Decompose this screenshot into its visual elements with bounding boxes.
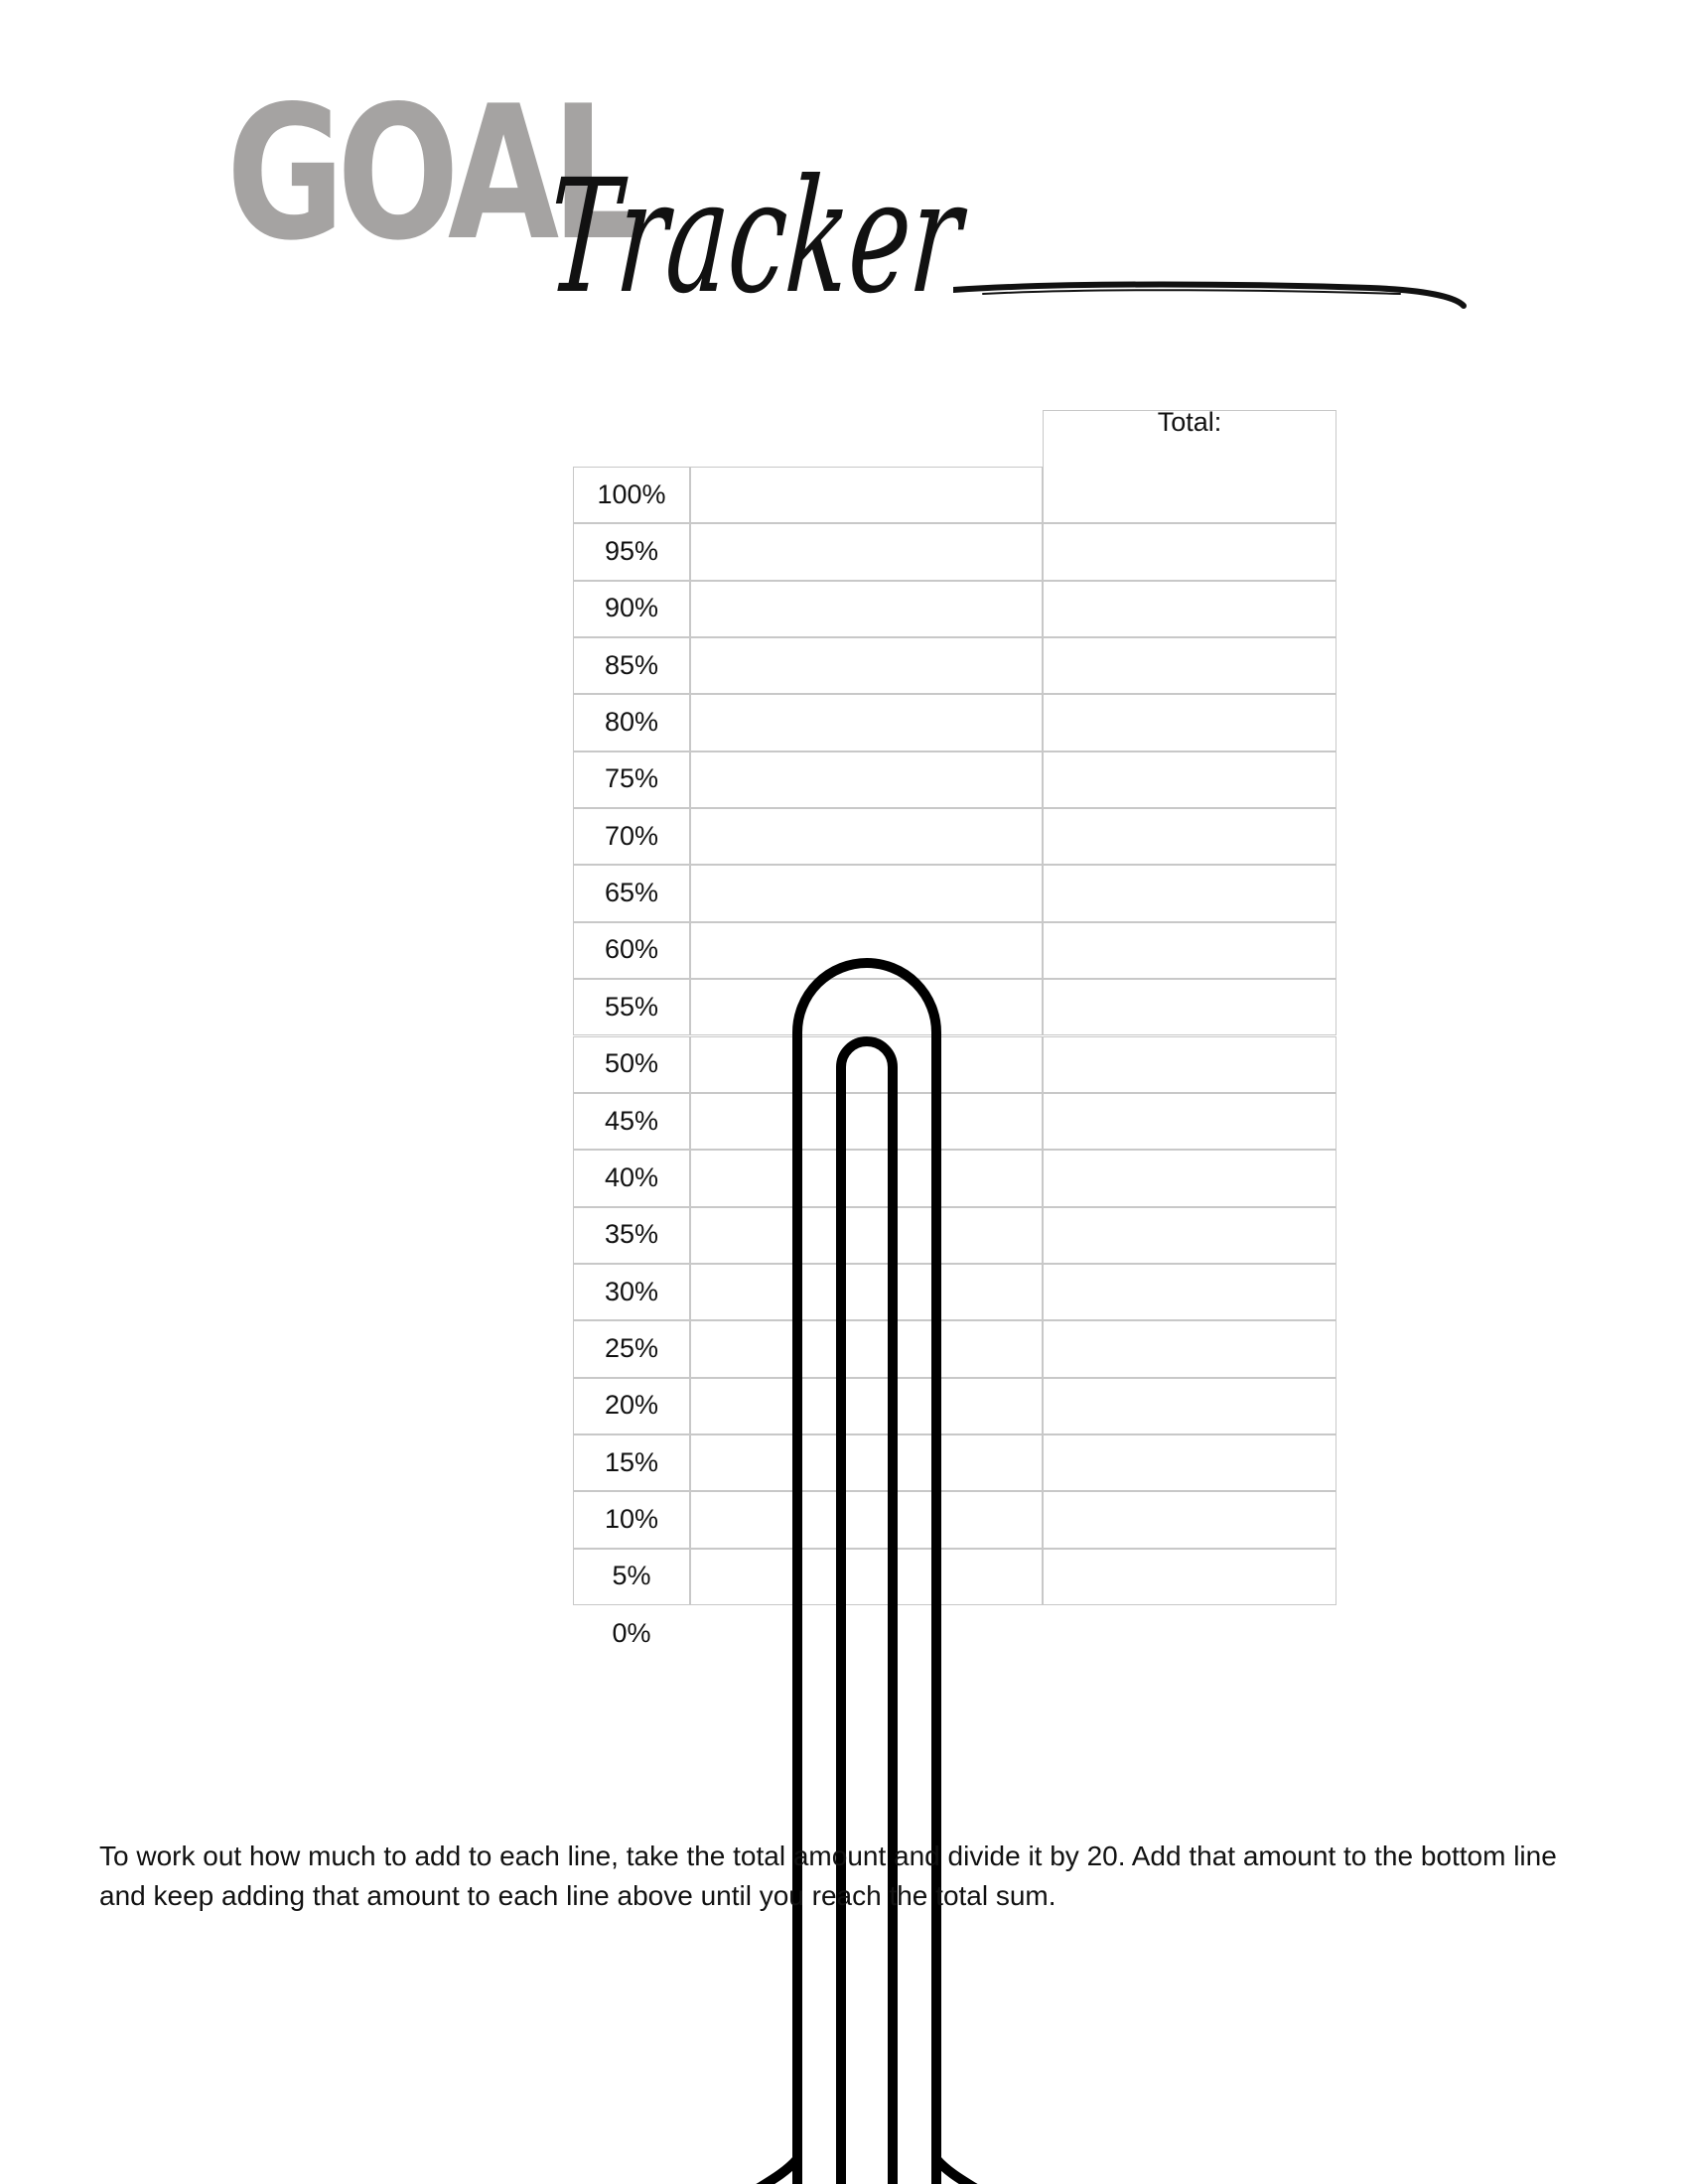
amount-cell[interactable] [1043, 523, 1336, 580]
percent-label-baseline: 0% [612, 1617, 651, 1648]
progress-cell[interactable] [690, 979, 1043, 1035]
percent-label: 75% [604, 763, 659, 794]
percent-label: 10% [604, 1503, 659, 1534]
amount-cell[interactable] [1043, 1036, 1336, 1093]
amount-cell[interactable] [1043, 1549, 1336, 1605]
percent-label: 15% [604, 1446, 659, 1477]
progress-cell[interactable] [690, 751, 1043, 808]
progress-cell[interactable] [690, 1093, 1043, 1150]
percent-label: 40% [604, 1161, 659, 1192]
progress-cell[interactable] [690, 1264, 1043, 1320]
progress-cell[interactable] [690, 1036, 1043, 1093]
amount-cell[interactable] [1043, 1378, 1336, 1434]
percent-label: 50% [604, 1048, 659, 1079]
title-swash-stroke [953, 270, 1470, 318]
progress-cell[interactable] [690, 581, 1043, 637]
percent-label: 95% [604, 536, 659, 567]
progress-cell[interactable] [690, 865, 1043, 921]
progress-cell[interactable] [690, 808, 1043, 865]
amount-cell[interactable] [1043, 865, 1336, 921]
percent-label: 100% [597, 478, 666, 509]
amount-cell[interactable] [1043, 751, 1336, 808]
amount-cell[interactable] [1043, 1434, 1336, 1491]
instructions-text: To work out how much to add to each line, take the total amount and divide it by 20. Add that amount to the bottom line and keep adding that amount to each line above until you reach the total sum. [99, 1841, 1557, 1911]
percent-label: 65% [604, 878, 659, 908]
amount-cell[interactable] [1043, 1264, 1336, 1320]
amount-cell[interactable] [1043, 1320, 1336, 1377]
amount-cell[interactable] [1043, 1093, 1336, 1150]
progress-cell[interactable] [690, 1320, 1043, 1377]
progress-cell[interactable] [690, 694, 1043, 751]
percent-label: 80% [604, 707, 659, 738]
amount-cell[interactable] [1043, 1491, 1336, 1548]
amount-cell[interactable] [1043, 637, 1336, 694]
percent-label: 70% [604, 820, 659, 851]
title-tracker: Tracker [542, 146, 967, 329]
progress-cell[interactable] [690, 467, 1043, 523]
percent-label: 85% [604, 649, 659, 680]
amount-cell[interactable] [1043, 694, 1336, 751]
percent-label: 35% [604, 1219, 659, 1250]
percent-label: 5% [612, 1561, 651, 1591]
progress-cell[interactable] [690, 1491, 1043, 1548]
percent-label: 60% [604, 934, 659, 965]
amount-cell[interactable] [1043, 808, 1336, 865]
progress-cell[interactable] [690, 1434, 1043, 1491]
progress-cell[interactable] [690, 922, 1043, 979]
progress-cell[interactable] [690, 1549, 1043, 1605]
percent-label: 90% [604, 593, 659, 623]
amount-cell[interactable] [1043, 1150, 1336, 1206]
total-label: Total: [1157, 407, 1222, 437]
percent-label: 20% [604, 1390, 659, 1421]
title-goal: GOAL [226, 66, 636, 281]
progress-cell[interactable] [690, 637, 1043, 694]
amount-cell[interactable] [1043, 581, 1336, 637]
percent-label: 55% [604, 991, 659, 1022]
amount-cell[interactable] [1043, 979, 1336, 1035]
percent-label: 30% [604, 1276, 659, 1306]
amount-cell[interactable] [1043, 1207, 1336, 1264]
progress-cell[interactable] [690, 1207, 1043, 1264]
progress-cell[interactable] [690, 523, 1043, 580]
percent-label: 25% [604, 1332, 659, 1363]
progress-cell[interactable] [690, 1150, 1043, 1206]
amount-cell[interactable] [1043, 922, 1336, 979]
progress-cell[interactable] [690, 1378, 1043, 1434]
percent-label: 45% [604, 1105, 659, 1136]
